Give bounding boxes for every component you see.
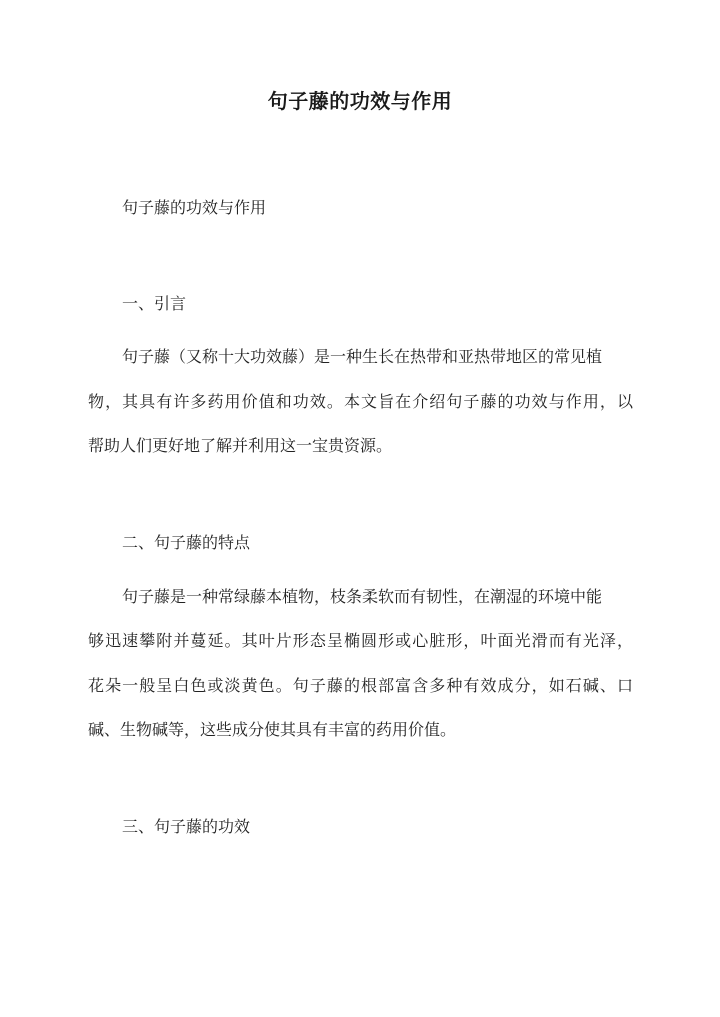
paragraph-line: 物，其具有许多药用价值和功效。本文旨在介绍句子藤的功效与作用，以 [88, 392, 633, 411]
paragraph-line: 句子藤是一种常绿藤本植物，枝条柔软而有韧性，在潮湿的环境中能 [122, 587, 603, 606]
paragraph-line: 够迅速攀附并蔓延。其叶片形态呈椭圆形或心脏形，叶面光滑而有光泽， [88, 631, 633, 650]
paragraph-line: 帮助人们更好地了解并利用这一宝贵资源。 [88, 436, 393, 455]
section-heading-introduction: 一、引言 [122, 294, 187, 313]
paragraph-line: 花朵一般呈白色或淡黄色。句子藤的根部富含多种有效成分，如石碱、口 [88, 676, 633, 695]
paragraph-line: 碱、生物碱等，这些成分使其具有丰富的药用价值。 [88, 720, 457, 739]
document-title: 句子藤的功效与作用 [267, 89, 453, 113]
section-heading-features: 二、句子藤的特点 [122, 533, 251, 552]
document-subtitle: 句子藤的功效与作用 [122, 198, 267, 217]
paragraph-line: 句子藤（又称十大功效藤）是一种生长在热带和亚热带地区的常见植 [122, 347, 603, 366]
section-heading-efficacy: 三、句子藤的功效 [122, 817, 251, 836]
